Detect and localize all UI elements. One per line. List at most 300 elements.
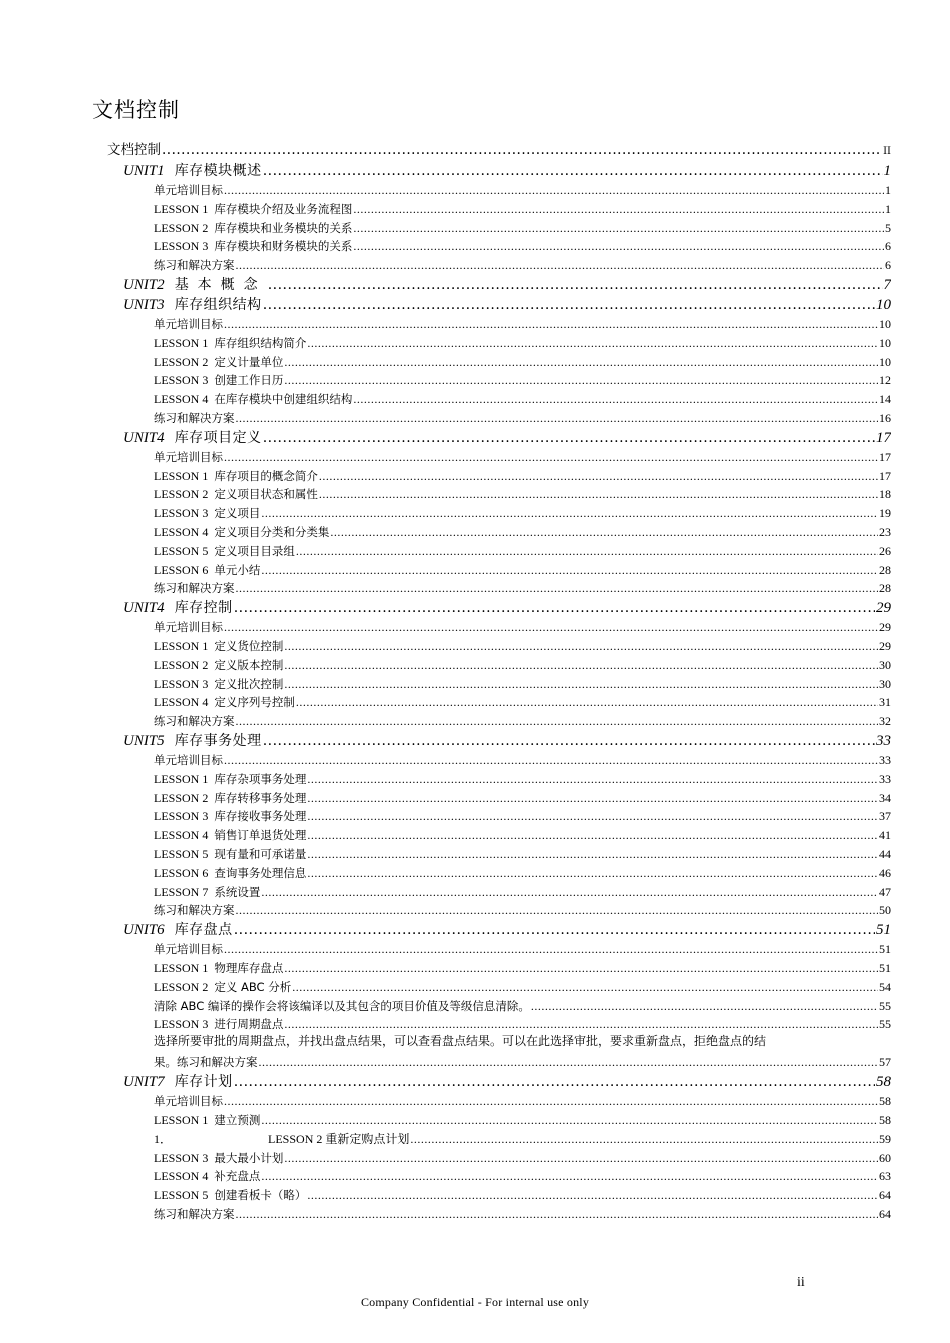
toc-entry-title: 库存接收事务处理 <box>214 809 307 824</box>
toc-lesson-code: LESSON 3 <box>154 506 209 521</box>
toc-entry-title: 练习和解决方案 <box>154 411 235 425</box>
toc-entry-top[interactable] <box>107 140 891 160</box>
toc-page-number: 46 <box>879 865 891 880</box>
toc-unit-entry[interactable] <box>123 161 891 181</box>
toc-entry-title: 库存模块和业务模块的关系 <box>214 220 353 235</box>
toc-leader-dots <box>236 901 879 919</box>
toc-entry[interactable] <box>154 1205 891 1223</box>
toc-entry-label <box>154 542 295 560</box>
toc-lesson-code: LESSON 2 <box>154 979 209 994</box>
toc-entry[interactable] <box>154 1053 891 1071</box>
toc-page-number: II <box>883 146 891 157</box>
toc-unit-code: UNIT4 <box>123 600 165 617</box>
toc-entry-title: 创建工作日历 <box>214 373 284 388</box>
toc-entry[interactable] <box>154 1186 891 1204</box>
toc-entry-label <box>154 371 283 389</box>
toc-lesson-code: LESSON 3 <box>154 676 209 691</box>
toc-leader-dots <box>284 675 878 693</box>
toc-lesson-code: LESSON 1 <box>154 335 209 350</box>
toc-entry-title: 定义 ABC 分析 <box>214 979 292 994</box>
toc-entry-label <box>154 789 306 807</box>
toc-leader-dots <box>292 978 878 996</box>
toc-unit-entry[interactable] <box>123 428 891 448</box>
toc-entry-label <box>154 656 283 674</box>
toc-entry-label <box>107 140 161 160</box>
toc-lesson-code: LESSON 1 <box>154 639 209 653</box>
toc-page-number: 10 <box>876 297 891 313</box>
toc-entry-title: 练习和解决方案 <box>154 581 235 596</box>
toc-leader-dots <box>224 448 878 466</box>
toc-lesson-code: LESSON 1 <box>154 201 209 216</box>
toc-leader-dots <box>234 598 875 618</box>
toc-entry[interactable] <box>154 807 891 825</box>
toc-unit-entry[interactable] <box>123 295 891 315</box>
toc-lesson-code: LESSON 4 <box>154 392 209 407</box>
toc-entry[interactable] <box>154 637 891 655</box>
toc-leader-dots <box>236 579 879 597</box>
toc-leader-dots <box>284 1149 878 1167</box>
toc-page-number: 10 <box>879 317 891 331</box>
toc-unit-title: 库存控制 <box>174 600 233 617</box>
toc-entry-label <box>154 1205 235 1223</box>
toc-page-number: 14 <box>879 392 891 407</box>
toc-unit-title: 库存组织结构 <box>174 297 262 313</box>
toc-entry[interactable] <box>154 770 891 788</box>
toc-entry-label <box>123 275 267 295</box>
toc-leader-dots <box>284 371 878 389</box>
toc-entry[interactable] <box>154 997 891 1015</box>
toc-page-number: 58 <box>879 1113 891 1127</box>
toc-leader-dots <box>234 1072 875 1092</box>
toc-lesson-code: LESSON 1 <box>154 771 209 786</box>
toc-page-number: 50 <box>879 903 891 918</box>
toc-entry-label <box>154 959 283 977</box>
toc-page-number: 55 <box>879 998 891 1013</box>
toc-lesson-code: LESSON 3 <box>154 239 209 254</box>
toc-leader-dots <box>307 789 878 807</box>
toc-leader-dots <box>307 845 878 863</box>
toc-page-number: 5 <box>885 220 891 235</box>
toc-entry-title: 库存组织结构简介 <box>214 335 307 350</box>
toc-lesson-code: LESSON 2 <box>154 657 209 672</box>
toc-entry-title: 定义计量单位 <box>214 354 284 369</box>
toc-unit-code: UNIT3 <box>123 297 165 313</box>
toc-leader-dots <box>296 542 878 560</box>
toc-entry-label <box>154 485 318 503</box>
toc-entry-label <box>154 845 306 863</box>
toc-page-number: 17 <box>879 449 891 464</box>
toc-entry[interactable] <box>154 1149 891 1167</box>
toc-leader-dots <box>162 140 882 160</box>
toc-entry[interactable] <box>154 409 891 427</box>
toc-entry-title: 单元培训目标 <box>154 449 223 464</box>
toc-entry-title: 销售订单退货处理 <box>214 828 307 843</box>
toc-entry-label <box>154 237 352 255</box>
toc-entry-label <box>123 428 262 448</box>
toc-leader-dots <box>224 618 878 636</box>
toc-entry-label <box>154 883 260 901</box>
toc-entry-label <box>154 579 235 597</box>
toc-page-number: 37 <box>879 809 891 824</box>
toc-lesson-code: LESSON 2 <box>154 790 209 805</box>
toc-leader-dots <box>307 826 878 844</box>
toc-entry-title: 创建看板卡（略） <box>214 1188 307 1203</box>
toc-entry-title: 库存项目的概念简介 <box>214 468 318 483</box>
footer-confidential: Company Confidential - For internal use only <box>360 1295 590 1309</box>
toc-entry-label <box>154 1130 409 1148</box>
toc-leader-dots <box>296 693 878 711</box>
toc-entry[interactable] <box>154 1130 891 1148</box>
toc-entry[interactable] <box>154 353 891 371</box>
toc-page-number: 33 <box>879 771 891 786</box>
toc-page-number: 19 <box>879 506 891 521</box>
toc-entry[interactable] <box>154 561 891 579</box>
toc-entry-title: 库存模块介绍及业务流程图 <box>214 201 353 216</box>
toc-entry-label <box>154 826 306 844</box>
toc-entry-label <box>154 807 306 825</box>
toc-entry[interactable] <box>154 334 891 352</box>
toc-page-number: 28 <box>879 581 891 596</box>
toc-leader-dots <box>263 731 875 751</box>
toc-entry[interactable] <box>154 712 891 730</box>
toc-entry-label <box>154 978 291 996</box>
toc-lesson-code: LESSON 5 <box>154 543 209 558</box>
toc-leader-dots <box>284 1015 878 1033</box>
toc-entry[interactable] <box>154 789 891 807</box>
toc-entry[interactable] <box>154 959 891 977</box>
toc-unit-title: 库存模块概述 <box>174 163 262 179</box>
toc-leader-dots <box>263 428 875 448</box>
toc-entry[interactable] <box>154 901 891 919</box>
toc-page-number: 26 <box>879 543 891 558</box>
toc-leader-dots <box>353 390 878 408</box>
toc-entry-label <box>123 1072 233 1092</box>
toc-lesson-code: LESSON 4 <box>154 828 209 843</box>
toc-entry[interactable] <box>154 315 891 333</box>
toc-page-number: 41 <box>879 828 891 843</box>
toc-entry[interactable] <box>154 1015 891 1033</box>
toc-leader-dots <box>263 295 875 315</box>
toc-page-number: 29 <box>879 620 891 635</box>
toc-entry-title: 库存转移事务处理 <box>214 790 307 805</box>
toc-entry-title: 库存模块和财务模块的关系 <box>214 239 353 254</box>
toc-entry[interactable] <box>154 883 891 901</box>
page-title: 文档控制 <box>92 98 180 122</box>
toc-leader-dots <box>284 656 878 674</box>
toc-entry-label <box>154 940 223 958</box>
toc-leader-dots <box>353 200 884 218</box>
toc-entry-label <box>154 467 318 485</box>
toc-lesson-code: LESSON 3 <box>154 373 209 388</box>
toc-page-number: 30 <box>879 676 891 691</box>
toc-entry[interactable] <box>154 219 891 237</box>
toc-entry[interactable] <box>154 485 891 503</box>
toc-leader-dots <box>236 1205 879 1223</box>
toc-entry-title: 最大最小计划 <box>214 1150 284 1165</box>
toc-entry-title: 补充盘点 <box>214 1169 261 1184</box>
toc-entry[interactable] <box>154 864 891 882</box>
toc-page-number: 34 <box>879 790 891 805</box>
toc-lesson-code: LESSON 4 <box>154 1169 209 1184</box>
toc-entry-label <box>154 618 223 636</box>
toc-unit-entry[interactable] <box>123 920 891 940</box>
toc-entry-title: 练习和解决方案 <box>154 903 235 918</box>
toc-page-number: 1 <box>885 183 891 197</box>
toc-page-number: 58 <box>879 1094 891 1109</box>
toc-entry[interactable] <box>154 1111 891 1129</box>
toc-leader-dots <box>353 237 884 255</box>
toc-entry-label <box>154 523 329 541</box>
toc-unit-code: UNIT7 <box>123 1074 165 1091</box>
toc-page-number: 1 <box>883 163 891 179</box>
toc-entry[interactable] <box>154 693 891 711</box>
toc-entry[interactable] <box>154 542 891 560</box>
toc-leader-dots <box>236 409 879 427</box>
toc-lesson-code: LESSON 1 <box>154 961 209 975</box>
toc-entry-title: 查询事务处理信息 <box>214 865 307 880</box>
toc-leader-dots <box>319 467 878 485</box>
toc-page-number: 63 <box>879 1169 891 1184</box>
toc-lesson-code: LESSON 2 <box>154 354 209 369</box>
toc-entry-title: 定义项目状态和属性 <box>214 487 318 502</box>
toc-leader-dots <box>330 523 878 541</box>
toc-entry[interactable] <box>154 845 891 863</box>
toc-entry[interactable] <box>154 751 891 769</box>
toc-leader-dots <box>236 712 879 730</box>
toc-entry[interactable] <box>154 371 891 389</box>
toc-entry-label <box>123 731 262 751</box>
toc-entry[interactable] <box>154 523 891 541</box>
toc-page-number: 29 <box>876 600 891 617</box>
toc-entry-title: 在库存模块中创建组织结构 <box>214 392 353 407</box>
toc-entry-label <box>154 504 260 522</box>
toc-page-number: 60 <box>879 1150 891 1165</box>
toc-entry-label <box>123 295 262 315</box>
toc-entry-label <box>154 1092 223 1110</box>
toc-page-number: 18 <box>879 487 891 502</box>
toc-lesson-code: LESSON 6 <box>154 562 209 577</box>
toc-unit-title: 基本概念 <box>174 277 267 293</box>
toc-page-number: 6 <box>885 258 891 273</box>
toc-leader-dots <box>224 1092 878 1110</box>
toc-leader-dots <box>261 883 878 901</box>
toc-entry-title: 单元小结 <box>214 562 261 577</box>
toc-page-number: 32 <box>879 714 891 729</box>
toc-entry-label <box>123 598 233 618</box>
toc-entry-label <box>154 315 223 333</box>
toc-entry[interactable] <box>154 675 891 693</box>
toc-leader-dots <box>224 751 878 769</box>
toc-page-number: 59 <box>879 1131 891 1146</box>
toc-page-number: 29 <box>879 639 891 653</box>
toc-unit-entry[interactable] <box>123 598 891 618</box>
toc-entry-title: 文档控制 <box>107 142 161 158</box>
toc-entry-title: 库存杂项事务处理 <box>214 771 307 786</box>
toc-lesson-code: LESSON 5 <box>154 847 209 861</box>
toc-entry-label <box>154 448 223 466</box>
toc-page-number: 44 <box>879 847 891 861</box>
toc-entry-label <box>154 256 235 274</box>
toc-page-number: 16 <box>879 411 891 425</box>
toc-entry[interactable] <box>154 237 891 255</box>
toc-entry-title: 单元培训目标 <box>154 620 223 635</box>
toc-lesson-code: LESSON 2 <box>154 220 209 235</box>
toc-entry-label <box>154 901 235 919</box>
toc-page-number: 12 <box>879 373 891 388</box>
toc-unit-code: UNIT6 <box>123 922 165 939</box>
toc-entry-title: 单元培训目标 <box>154 317 223 331</box>
toc-entry-label <box>154 561 260 579</box>
toc-lesson-code: LESSON 3 <box>154 1150 209 1165</box>
toc-entry-label <box>123 920 233 940</box>
toc-unit-title: 库存盘点 <box>174 922 233 939</box>
toc-entry[interactable] <box>154 448 891 466</box>
toc-entry-label <box>154 353 283 371</box>
toc-leader-dots <box>236 256 885 274</box>
toc-entry[interactable] <box>154 978 891 996</box>
toc-entry-title: 练习和解决方案 <box>154 258 235 273</box>
toc-page-number: 57 <box>879 1055 891 1070</box>
toc-entry-title: 建立预测 <box>214 1113 261 1127</box>
toc-entry-label <box>154 712 235 730</box>
toc-page-number: 10 <box>879 335 891 350</box>
toc-entry-title: 练习和解决方案 <box>154 714 235 729</box>
toc-leader-dots <box>319 485 878 503</box>
toc-lesson-code: LESSON 3 <box>154 1017 209 1032</box>
toc-lesson-code: LESSON 2 <box>154 487 209 502</box>
toc-entry-label <box>154 751 223 769</box>
toc-page-number: 17 <box>879 468 891 483</box>
toc-entry-title: 单元培训目标 <box>154 753 223 767</box>
toc-lesson-code: LESSON 7 <box>154 884 209 899</box>
toc-leader-dots <box>224 940 878 958</box>
toc-lesson-code: LESSON 3 <box>154 809 209 824</box>
toc-page-number: 33 <box>876 733 891 749</box>
toc-entry-label <box>154 675 283 693</box>
toc-page-number: 51 <box>879 942 891 957</box>
toc-entry[interactable] <box>154 1167 891 1185</box>
toc-leader-dots <box>234 920 875 940</box>
toc-entry-title: 单元培训目标 <box>154 942 223 957</box>
toc-entry-label <box>154 770 306 788</box>
toc-unit-entry[interactable] <box>123 275 891 295</box>
toc-entry[interactable] <box>154 181 891 199</box>
toc-leader-dots <box>268 275 883 295</box>
toc-entry-title: 进行周期盘点 <box>214 1017 284 1032</box>
toc-lesson-code: LESSON 1 <box>154 1113 209 1127</box>
toc-leader-dots <box>259 1053 879 1071</box>
toc-entry[interactable] <box>154 579 891 597</box>
toc-page-number: 23 <box>879 525 891 539</box>
toc-entry-label <box>154 409 235 427</box>
toc-entry-label <box>154 1015 283 1033</box>
toc-page-number: 30 <box>879 657 891 672</box>
toc-entry[interactable] <box>154 618 891 636</box>
toc-entry-label <box>154 1111 260 1129</box>
toc-entry-label <box>154 200 352 218</box>
toc-entry-title: 定义批次控制 <box>214 676 284 691</box>
toc-entry-label <box>154 390 352 408</box>
toc-page-number: 6 <box>885 239 891 254</box>
toc-entry-title: 单元培训目标 <box>154 183 223 197</box>
toc-entry[interactable] <box>154 940 891 958</box>
toc-entry[interactable] <box>154 200 891 218</box>
toc-entry[interactable] <box>154 656 891 674</box>
toc-leader-dots <box>307 864 878 882</box>
toc-page-number: 17 <box>876 429 891 446</box>
toc-leader-dots <box>353 219 884 237</box>
toc-unit-code: UNIT4 <box>123 429 165 446</box>
toc-entry-title: 定义货位控制 <box>214 639 284 653</box>
toc-leader-dots <box>307 334 878 352</box>
toc-entry-label <box>154 334 306 352</box>
toc-leader-dots <box>531 997 878 1015</box>
toc-page-number: 33 <box>879 753 891 767</box>
toc-leader-dots <box>307 807 878 825</box>
toc-entry[interactable] <box>154 1092 891 1110</box>
toc-lesson-code: LESSON 1 <box>154 468 209 483</box>
toc-entry-label <box>154 1167 260 1185</box>
toc-page-number: 64 <box>879 1207 891 1221</box>
toc-unit-code: UNIT5 <box>123 733 165 749</box>
toc-unit-entry[interactable] <box>123 1072 891 1092</box>
toc-leader-dots <box>261 504 878 522</box>
toc-page-number: 51 <box>879 961 891 975</box>
toc-entry-title: 物理库存盘点 <box>214 961 284 975</box>
toc-leader-dots <box>284 959 878 977</box>
toc-page-number: 28 <box>879 562 891 577</box>
toc-leader-dots <box>307 1186 878 1204</box>
toc-entry-label <box>123 161 262 181</box>
toc-leader-dots <box>284 353 878 371</box>
toc-entry-label <box>154 1186 306 1204</box>
toc-leader-dots <box>263 161 883 181</box>
toc-entry[interactable] <box>154 256 891 274</box>
toc-leader-dots <box>261 1111 878 1129</box>
toc-entry-label <box>154 1149 283 1167</box>
toc-entry[interactable] <box>154 467 891 485</box>
toc-entry-label <box>154 1053 258 1071</box>
toc-entry-label <box>154 997 530 1015</box>
toc-leader-dots <box>224 315 878 333</box>
toc-entry[interactable] <box>154 504 891 522</box>
page-number: ii <box>797 1275 805 1290</box>
toc-page-number: 54 <box>879 979 891 994</box>
toc-entry-title: 定义项目分类和分类集 <box>214 525 330 539</box>
toc-entry-title: 果。练习和解决方案 <box>154 1055 258 1070</box>
toc-page-number: 64 <box>879 1188 891 1203</box>
toc-lesson-code: LESSON 5 <box>154 1188 209 1203</box>
toc-entry-title: 定义版本控制 <box>214 657 284 672</box>
toc-leader-dots <box>284 637 878 655</box>
toc-entry-title: LESSON 2 重新定购点计划 <box>268 1131 410 1146</box>
toc-lesson-code: LESSON 4 <box>154 695 209 710</box>
toc-entry[interactable] <box>154 390 891 408</box>
toc-page-number: 7 <box>883 277 891 293</box>
toc-entry-title: 单元培训目标 <box>154 1094 223 1109</box>
toc-paragraph-line: 选择所要审批的周期盘点，并找出盘点结果，可以查看盘点结果。可以在此选择审批，要求重新盘点，拒绝盘点的结 <box>154 1034 767 1049</box>
toc-leader-dots <box>410 1130 878 1148</box>
toc-leader-dots <box>261 1167 878 1185</box>
toc-entry-label <box>154 693 295 711</box>
toc-lesson-code: 1． <box>154 1131 173 1146</box>
toc-unit-entry[interactable] <box>123 731 891 751</box>
toc-entry-title: 系统设置 <box>214 884 261 899</box>
toc-page-number: 51 <box>876 922 891 939</box>
toc-entry-title: 清除 ABC 编译的操作会将该编译以及其包含的项目价值及等级信息清除。 <box>154 998 530 1013</box>
toc-entry-title: 定义项目 <box>214 506 261 521</box>
toc-entry[interactable] <box>154 826 891 844</box>
